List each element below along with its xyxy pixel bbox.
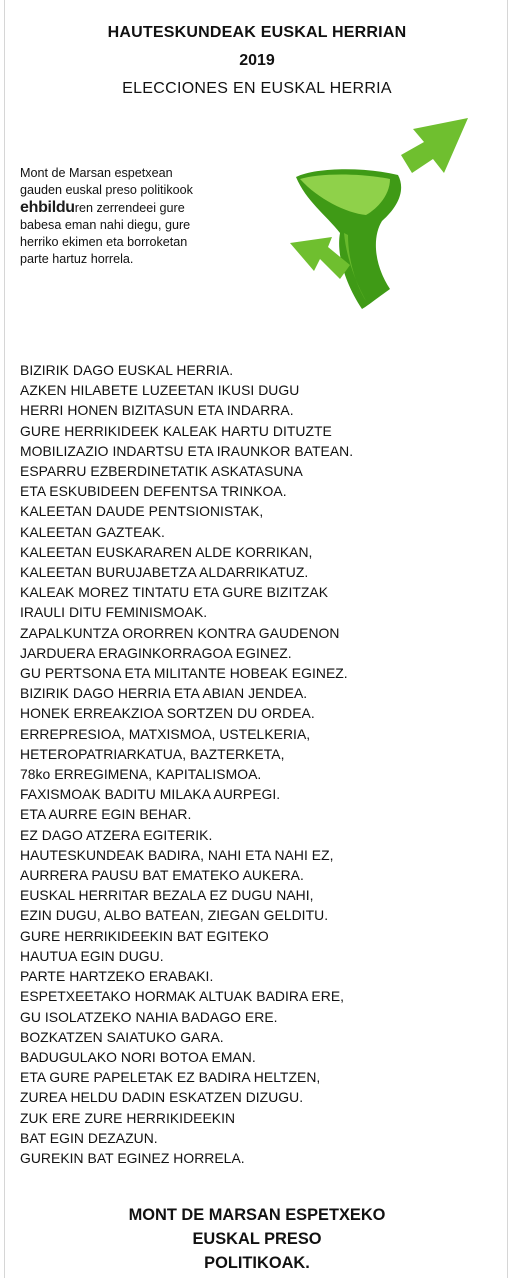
poem-line: BAT EGIN DEZAZUN. xyxy=(20,1129,158,1146)
intro-line: parte hartuz horrela. xyxy=(20,252,134,266)
poem-line: GU PERTSONA ETA MILITANTE HOBEAK EGINEZ. xyxy=(20,665,348,682)
intro-line-rest: ren zerrendeei gure xyxy=(74,201,185,215)
intro-paragraph xyxy=(20,165,240,268)
poem-line: GURE HERRIKIDEEKIN BAT EGITEKO xyxy=(20,927,269,944)
poem-line: BADUGULAKO NORI BOTOA EMAN. xyxy=(20,1048,256,1065)
poem-line: GUREKIN BAT EGINEZ HORRELA. xyxy=(20,1149,245,1166)
poem-line: BIZIRIK DAGO HERRIA ETA ABIAN JENDEA. xyxy=(20,685,308,702)
intro-line: babesa eman nahi diegu, gure xyxy=(20,218,191,232)
signature-block xyxy=(0,1203,514,1275)
poem-line: KALEETAN EUSKARAREN ALDE KORRIKAN, xyxy=(20,543,313,560)
poem-line: JARDUERA ERAGINKORRAGOA EGINEZ. xyxy=(20,644,292,661)
poem-line: ESPETXEETAKO HORMAK ALTUAK BADIRA ERE, xyxy=(20,988,345,1005)
poem-line: BIZIRIK DAGO EUSKAL HERRIA. xyxy=(20,362,234,378)
poem-line: MOBILIZAZIO INDARTSU ETA IRAUNKOR BATEAN. xyxy=(20,442,354,459)
poem-line: HETEROPATRIARKATUA, BAZTERKETA, xyxy=(20,745,285,762)
poem-line: KALEAK MOREZ TINTATU ETA GURE BIZITZAK xyxy=(20,584,329,601)
poem-line: HONEK ERREAKZIOA SORTZEN DU ORDEA. xyxy=(20,705,315,722)
intro-line xyxy=(20,199,240,217)
poem-line: ETA GURE PAPELETAK EZ BADIRA HELTZEN, xyxy=(20,1069,321,1086)
poem-line: HERRI HONEN BIZITASUN ETA INDARRA. xyxy=(20,402,294,419)
poem-line: ETA ESKUBIDEEN DEFENTSA TRINKOA. xyxy=(20,483,287,500)
title-year: 2019 xyxy=(239,52,275,69)
poem-line: GU ISOLATZEKO NAHIA BADAGO ERE. xyxy=(20,1008,278,1025)
poem-line: EUSKAL HERRITAR BEZALA EZ DUGU NAHI, xyxy=(20,887,314,904)
signature-line: MONT DE MARSAN ESPETXEKO xyxy=(128,1206,386,1224)
poem-line: HAUTESKUNDEAK BADIRA, NAHI ETA NAHI EZ, xyxy=(20,846,334,863)
poem-line: HAUTUA EGIN DUGU. xyxy=(20,947,164,964)
poem-line: 78ko ERREGIMENA, KAPITALISMOA. xyxy=(20,766,262,783)
poem-line: ETA AURRE EGIN BEHAR. xyxy=(20,806,192,823)
poem-line: ERREPRESIOA, MATXISMOA, USTELKERIA, xyxy=(20,725,311,742)
poem-line: PARTE HARTZEKO ERABAKI. xyxy=(20,968,214,985)
poem-line: KALEETAN GAZTEAK. xyxy=(20,523,165,540)
intro-line: gauden euskal preso politikook xyxy=(20,183,193,197)
poem-line: AURRERA PAUSU BAT EMATEKO AUKERA. xyxy=(20,867,304,884)
poem-line: AZKEN HILABETE LUZEETAN IKUSI DUGU xyxy=(20,382,300,399)
ehbildu-wordmark: ehbildu xyxy=(20,199,75,216)
eh-bildu-logo-icon xyxy=(286,115,472,310)
poem-line: BOZKATZEN SAIATUKO GARA. xyxy=(20,1028,224,1045)
title-spanish: ELECCIONES EN EUSKAL HERRIA xyxy=(122,80,392,97)
poem-line: EZIN DUGU, ALBO BATEAN, ZIEGAN GELDITU. xyxy=(20,907,329,924)
poem-line: ZUREA HELDU DADIN ESKATZEN DIZUGU. xyxy=(20,1089,304,1106)
poem-line: EZ DAGO ATZERA EGITERIK. xyxy=(20,826,213,843)
intro-line: Mont de Marsan espetxean xyxy=(20,166,173,180)
poem-line: GURE HERRIKIDEEK KALEAK HARTU DITUZTE xyxy=(20,422,332,439)
poem-body xyxy=(20,360,500,1168)
poem-line: FAXISMOAK BADITU MILAKA AURPEGI. xyxy=(20,786,281,803)
signature-line: POLITIKOAK. xyxy=(204,1254,310,1272)
poem-line: KALEETAN BURUJABETZA ALDARRIKATUZ. xyxy=(20,564,309,581)
poem-line: IRAULI DITU FEMINISMOAK. xyxy=(20,604,208,621)
title-basque: HAUTESKUNDEAK EUSKAL HERRIAN xyxy=(107,24,407,41)
poem-line: ZAPALKUNTZA ORORREN KONTRA GAUDENON xyxy=(20,624,340,641)
poem-line: ESPARRU EZBERDINETATIK ASKATASUNA xyxy=(20,463,303,480)
poem-line: KALEETAN DAUDE PENTSIONISTAK, xyxy=(20,503,264,520)
signature-line: EUSKAL PRESO xyxy=(192,1230,322,1248)
poem-line: ZUK ERE ZURE HERRIKIDEEKIN xyxy=(20,1109,236,1126)
logo-arrow-top xyxy=(401,118,468,173)
intro-line: herriko ekimen eta borroketan xyxy=(20,235,188,249)
